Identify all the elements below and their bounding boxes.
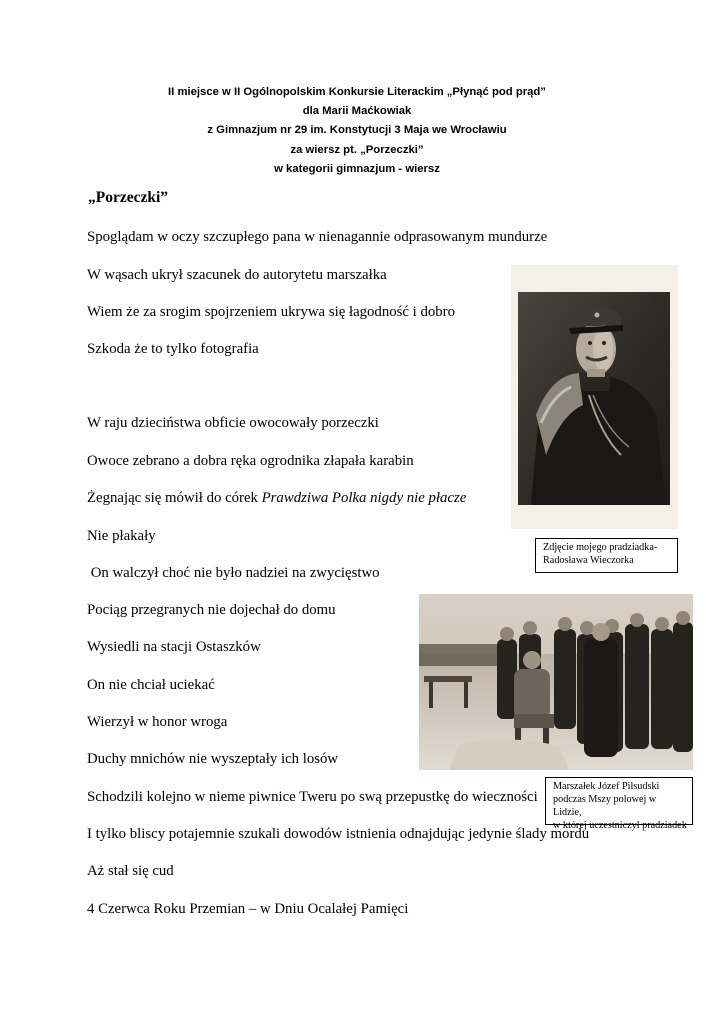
poem-line: 4 Czerwca Roku Przemian – w Dniu Ocalałej Pamięci	[87, 901, 409, 917]
group-photo	[419, 594, 693, 770]
poem-line: W wąsach ukrył szacunek do autorytetu marszałka	[87, 267, 387, 283]
group-caption-line: podczas Mszy polowej w Lidzie,	[553, 794, 657, 818]
poem-line	[87, 490, 466, 507]
header-line-2: dla Marii Maćkowiak	[302, 105, 412, 118]
group-photo-caption	[545, 777, 693, 831]
poem-line: On walczył choć nie było nadziei na zwycięstwo	[87, 565, 380, 581]
poem-line: Wierzył w honor wroga	[87, 714, 228, 730]
award-header	[0, 83, 714, 179]
poem-line: Wiem że za srogim spojrzeniem ukrywa się łagodność i dobro	[87, 304, 455, 320]
poem-line: W raju dzieciństwa obficie owocowały porzeczki	[87, 415, 379, 431]
poem-line-quote: Prawdziwa Polka nigdy nie płacze	[261, 490, 467, 506]
header-line-4: za wiersz pt. „Porzeczki”	[290, 143, 424, 156]
poem-line: Duchy mnichów nie wyszeptały ich losów	[87, 751, 339, 767]
header-line-5: w kategorii gimnazjum - wiersz	[274, 162, 440, 175]
portrait-caption-line: Zdjęcie mojego pradziadka-	[543, 542, 658, 553]
poem-line: Spoglądam w oczy szczupłego pana w nienagannie odprasowanym mundurze	[87, 229, 548, 245]
header-line-3: z Gimnazjum nr 29 im. Konstytucji 3 Maja we Wrocławiu	[207, 124, 507, 137]
poem-line: Aż stał się cud	[87, 863, 174, 879]
poem-line: Pociąg przegranych nie dojechał do domu	[87, 602, 336, 618]
poem-line: I tylko bliscy potajemnie szukali dowodów istnienia odnajdując jedynie ślady mordu	[87, 826, 590, 842]
group-caption-line: w której uczestniczył pradziadek	[553, 820, 687, 831]
poem-line: Owoce zebrano a dobra ręka ogrodnika złapała karabin	[87, 453, 414, 469]
poem-line: Szkoda że to tylko fotografia	[87, 341, 259, 357]
group-caption-line: Marszałek Józef Piłsudski	[553, 781, 660, 792]
header-line-1: II miejsce w II Ogólnopolskim Konkursie Literackim „Płynąć pod prąd”	[168, 86, 546, 98]
portrait-caption	[535, 538, 678, 573]
poem-line: Schodzili kolejno w nieme piwnice Tweru po swą przepustkę do wieczności	[87, 789, 538, 805]
poem-line: On nie chciał uciekać	[87, 677, 215, 693]
poem-line: Wysiedli na stacji Ostaszków	[87, 639, 261, 655]
poem-line: Nie płakały	[87, 528, 156, 544]
portrait-photo	[511, 265, 678, 529]
poem-title: „Porzeczki”	[88, 189, 169, 206]
poem-line-text: Żegnając się mówił do córek	[87, 490, 262, 506]
portrait-caption-line: Radosława Wieczorka	[543, 555, 634, 566]
